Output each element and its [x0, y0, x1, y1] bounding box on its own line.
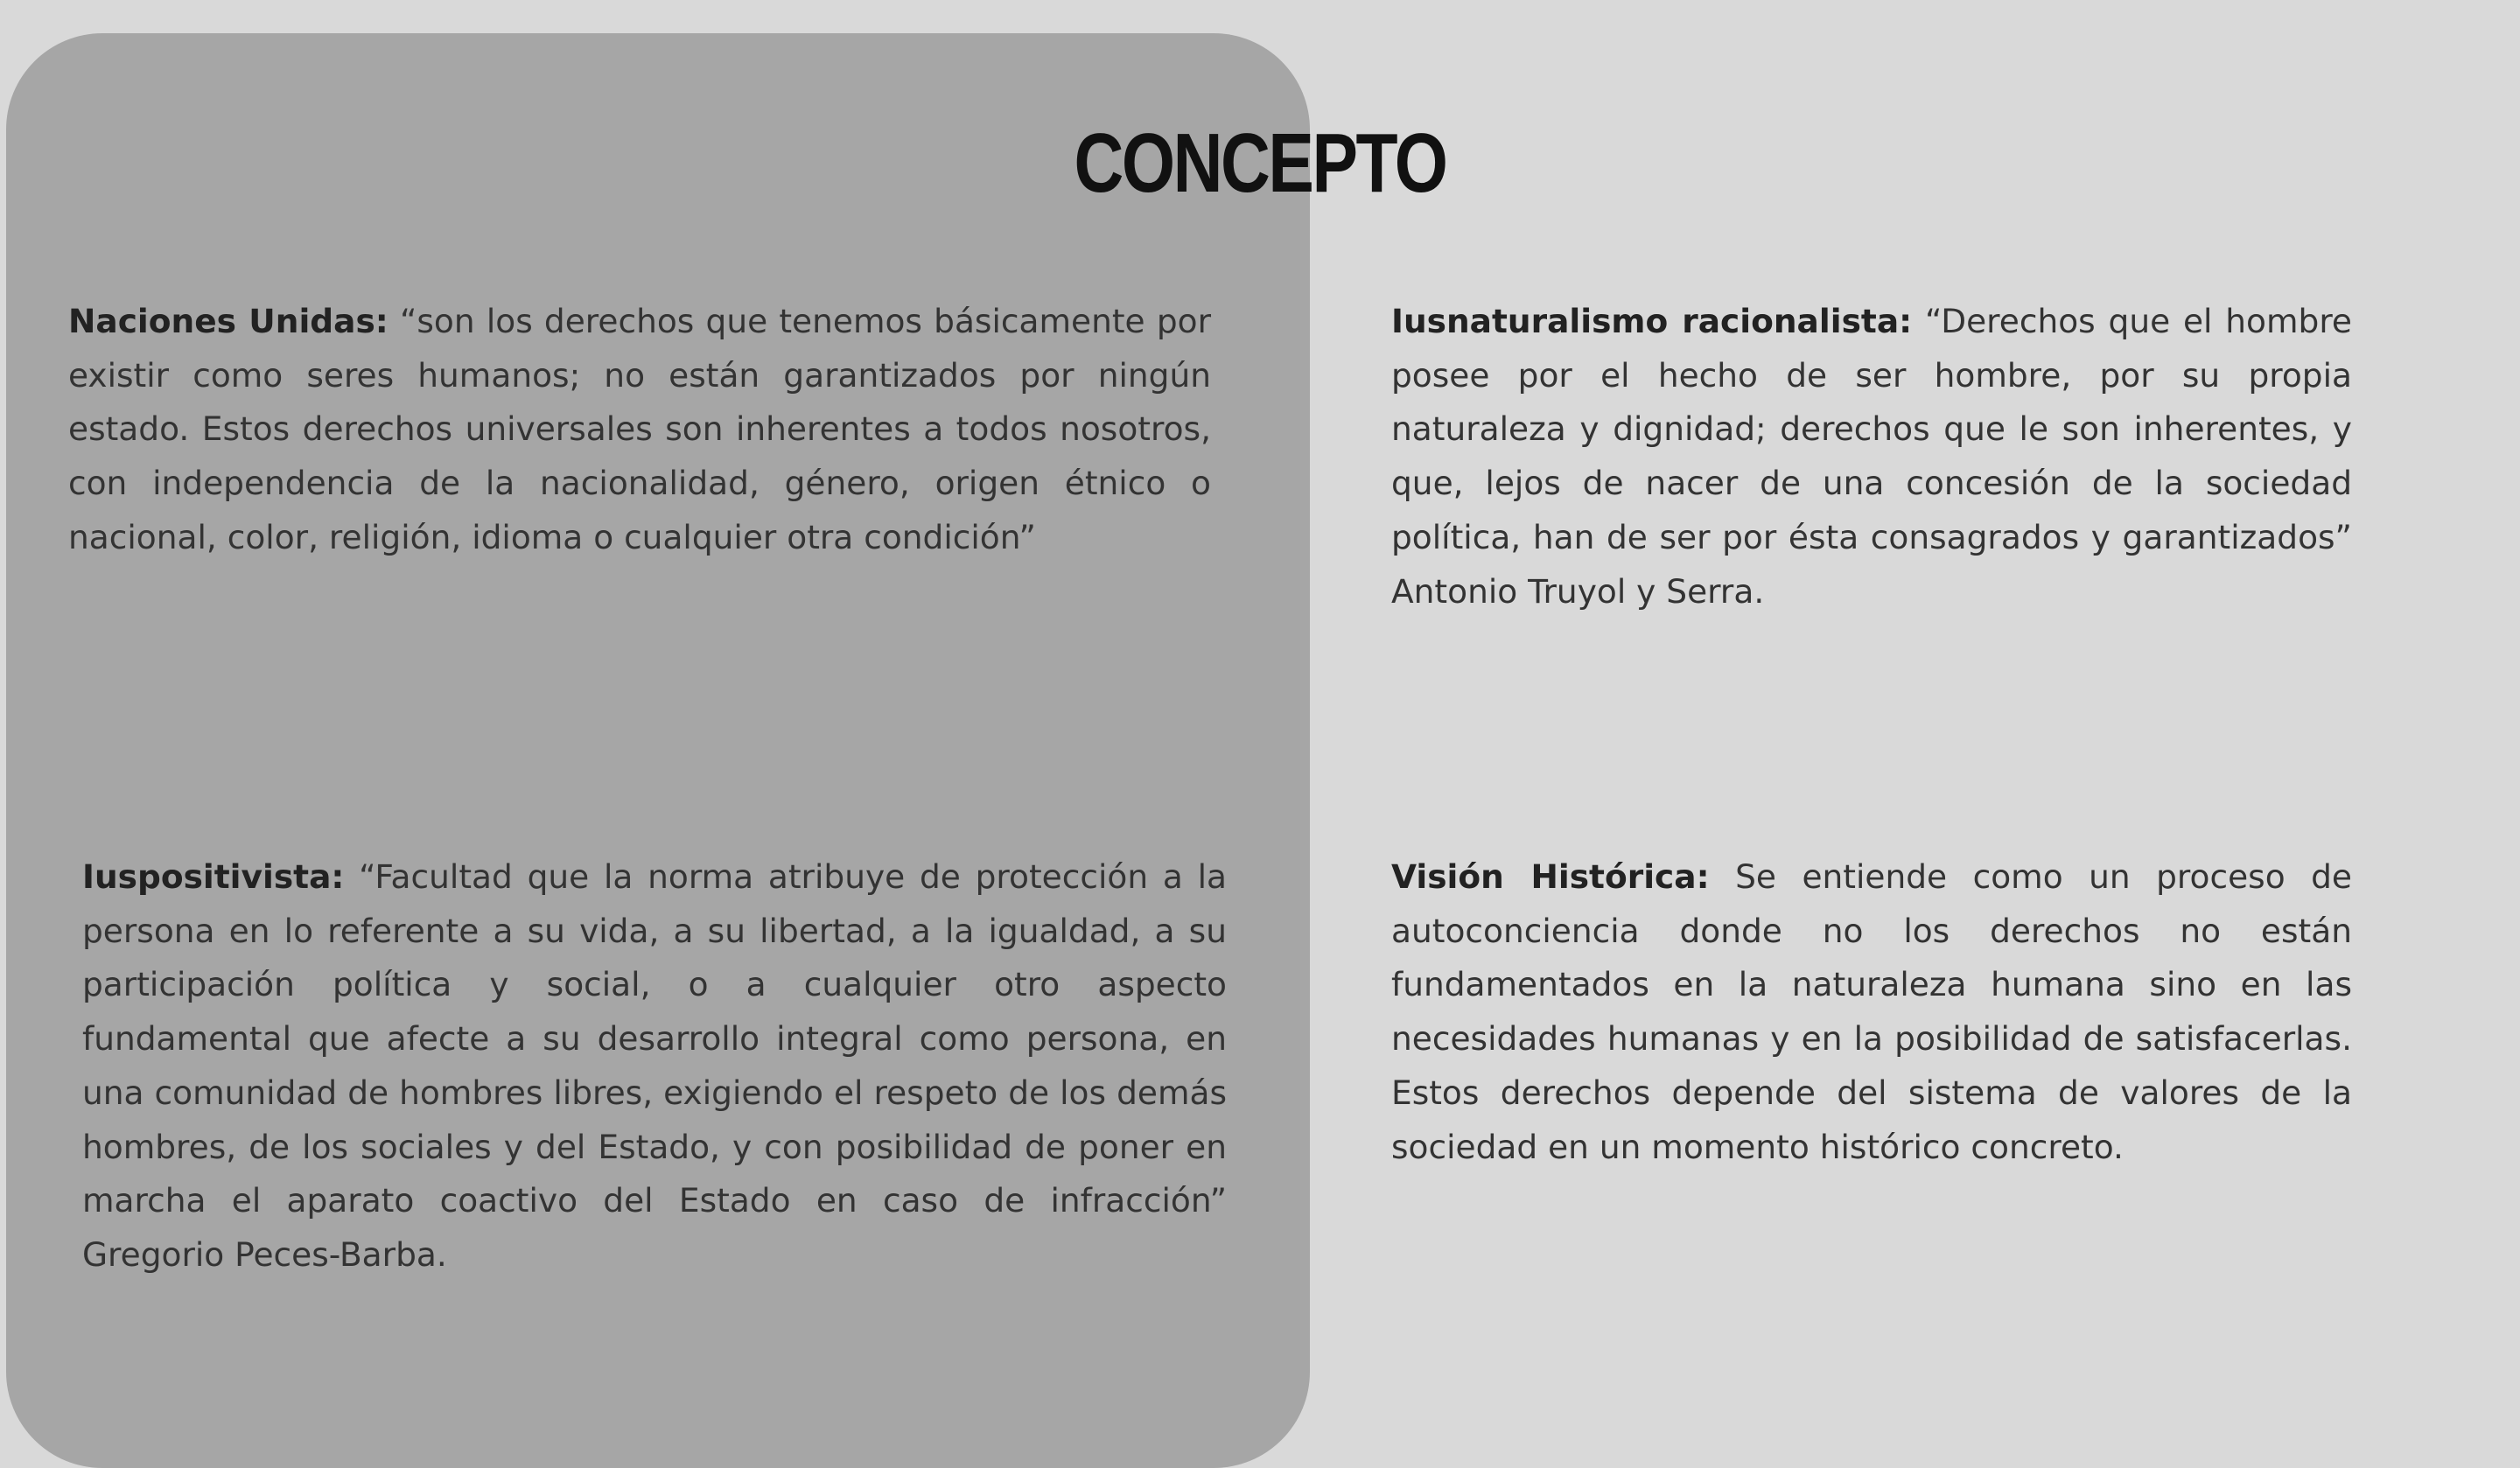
definition-naciones-unidas: [68, 295, 1211, 565]
definition-separator: :: [331, 857, 345, 896]
definition-separator: :: [1696, 857, 1710, 896]
definition-text: “Facultad que la norma atribuye de protección a la persona en lo referente a su vida, a su libertad, a la igualdad, a su participación política y social, o a cualquier otro aspecto fundamental que afecte a su desarrollo integral como persona, en una comunidad de hombres libres, exigiendo el respeto de los demás hombres, de los sociales y del Estado, y con posibilidad de poner en marcha el aparato coactivo del Estado en caso de infracción” Gregorio Peces-Barba.: [82, 857, 1227, 1274]
definition-text: “son los derechos que tenemos básicamente por existir como seres humanos; no están garantizados por ningún estado. Estos derechos universales son inherentes a todos nosotros, con independencia de la nacionalidad, género, origen étnico o nacional, color, religión, idioma o cualquier otra condición”: [68, 302, 1211, 556]
definition-iusnaturalismo: [1391, 295, 2352, 619]
definition-text: Se entiende como un proceso de autoconciencia donde no los derechos no están fundamentados en la naturaleza humana sino en las necesidades humanas y en la posibilidad de satisfacerlas. Estos derechos depende del sistema de valores de la sociedad en un momento histórico concreto.: [1391, 857, 2352, 1166]
definition-label: Iusnaturalismo racionalista: [1391, 302, 1900, 340]
definition-separator: :: [1899, 302, 1913, 340]
definition-label: Iuspositivista: [82, 857, 332, 896]
definition-vision-historica: [1391, 850, 2352, 1174]
definition-iuspositivista: [82, 850, 1227, 1283]
definition-text: “Derechos que el hombre posee por el hecho de ser hombre, por su propia naturaleza y dignidad; derechos que le son inherentes, y que, lejos de nacer de una concesión de la sociedad política, han de ser por ésta consagrados y garantizados” Antonio Truyol y Serra.: [1391, 302, 2352, 611]
definition-label: Visión Histórica: [1391, 857, 1697, 896]
definition-separator: :: [374, 302, 388, 340]
definition-label: Naciones Unidas: [68, 302, 375, 340]
slide-title: CONCEPTO: [1074, 116, 1446, 210]
